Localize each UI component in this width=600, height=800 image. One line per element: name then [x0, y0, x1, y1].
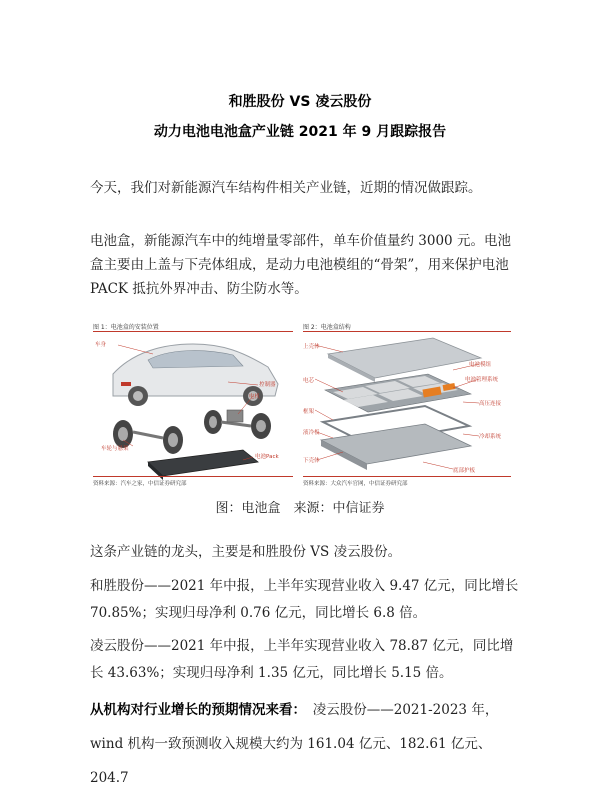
intro-paragraph: 今天，我们对新能源汽车结构件相关产业链，近期的情况做跟踪。 [90, 180, 482, 196]
industry-leaders-paragraph: 这条产业链的龙头，主要是和胜股份 VS 凌云股份。 [90, 544, 402, 560]
label-module: 电池模组 [469, 362, 492, 368]
title-line-2: 动力电池电池盒产业链 2021 年 9 月跟踪报告 [153, 124, 447, 140]
figure2-title: 图 2：电池盒结构 [303, 324, 351, 331]
label-battery-cell: 电芯 [303, 378, 315, 384]
label-guard-plate: 底部护板 [453, 468, 476, 474]
figure2-source: 资料来源：大众汽车官网，中信证券研究部 [303, 481, 408, 487]
title-line-1: 和胜股份 VS 凌云股份 [228, 94, 372, 110]
label-cooling: 冷却系统 [479, 434, 502, 440]
label-battery-pack: 电池Pack [255, 454, 279, 460]
battery-box-paragraph: 电池盒，新能源汽车中的纯增量零部件，单车价值量约 3000 元。电池盒主要由上盖与下壳体组成，是动力电池模组的“骨架”，用来保护电池 PACK 抵抗外界冲击、防尘防水等。 [90, 233, 511, 297]
label-motor-controller: 控制器 [259, 382, 276, 388]
label-motor: 电机 [249, 394, 261, 400]
figure1-bottom-rule [93, 476, 293, 477]
label-connector: 高压连接 [479, 401, 502, 407]
hesheng-results-paragraph: 和胜股份——2021 年中报，上半年实现营业收入 9.47 亿元，同比增长 70.85%；实现归母净利 0.76 亿元，同比增长 6.8 倍。 [90, 578, 519, 621]
figure1-source: 资料来源：汽车之家，中信证券研究部 [93, 481, 187, 487]
label-upper-cover: 上壳体 [303, 344, 320, 350]
outlook-paragraph [90, 693, 520, 795]
figure2-bottom-rule [303, 476, 511, 477]
outlook-text: 凌云股份——2021-2023 年，wind 机构一致预测收入规模大约为 161.04 亿元、182.61 亿元、204.7 [90, 702, 499, 786]
figure-battery-box-location [93, 322, 293, 488]
figure1-title: 图 1：电池盒的安装位置 [93, 324, 159, 331]
label-lower-shell: 下壳体 [303, 458, 320, 464]
figure-caption: 图：电池盒 来源：中信证券 [215, 501, 385, 516]
lingyun-results-paragraph: 凌云股份——2021 年中报，上半年实现营业收入 78.87 亿元，同比增长 43.63%；实现归母净利 1.35 亿元，同比增长 5.15 倍。 [90, 638, 514, 681]
car-exploded-illustration [93, 322, 293, 488]
label-frame: 框架 [303, 409, 315, 415]
outlook-heading: 从机构对行业增长的预期情况来看： [90, 702, 300, 718]
label-car-body: 车身 [95, 342, 107, 348]
figure-battery-box-structure [303, 322, 511, 488]
label-thermal-plate: 液冷板 [303, 430, 320, 436]
label-bms: 电池管理系统 [465, 377, 499, 383]
label-suspension: 车轮与悬架 [101, 446, 129, 452]
